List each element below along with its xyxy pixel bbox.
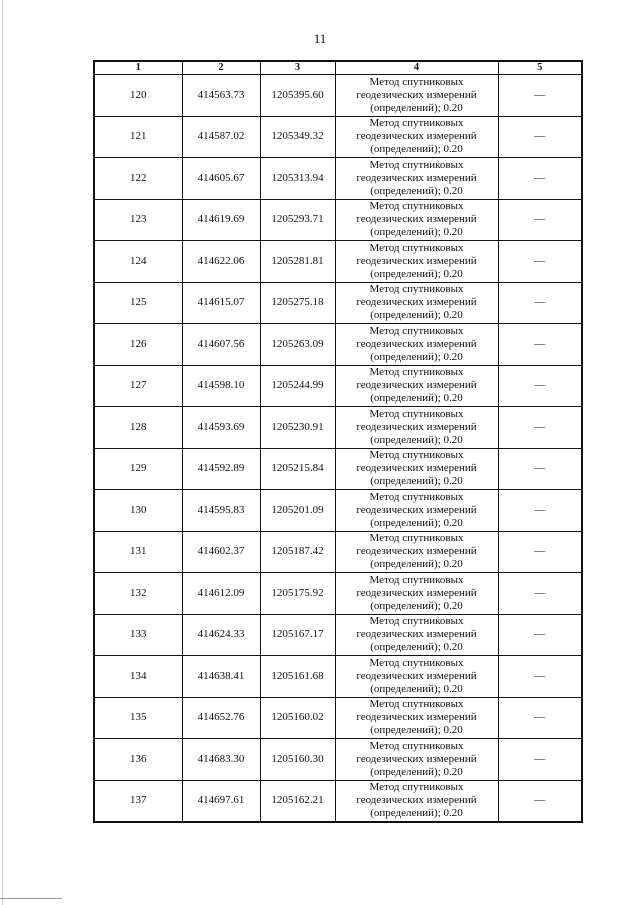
x-coordinate-cell: 414697.61 <box>182 780 260 822</box>
note-cell: — <box>498 324 582 366</box>
note-cell: — <box>498 697 582 739</box>
point-number-cell: 136 <box>94 739 182 781</box>
table-row <box>94 739 582 781</box>
method-cell: Метод спутниковых геодезических измерений (определений); 0.20 <box>335 573 498 615</box>
point-number-cell: 127 <box>94 365 182 407</box>
method-cell: Метод спутниковых геодезических измерений (определений); 0.20 <box>335 282 498 324</box>
point-number-cell: 137 <box>94 780 182 822</box>
column-header-5: 5 <box>498 61 582 75</box>
note-cell: — <box>498 365 582 407</box>
table-row <box>94 75 582 117</box>
x-coordinate-cell: 414563.73 <box>182 75 260 117</box>
point-number-cell: 129 <box>94 448 182 490</box>
note-cell: — <box>498 448 582 490</box>
x-coordinate-cell: 414602.37 <box>182 531 260 573</box>
method-cell: Метод спутниковых геодезических измерений (определений); 0.20 <box>335 697 498 739</box>
x-coordinate-cell: 414619.69 <box>182 199 260 241</box>
table-row <box>94 365 582 407</box>
y-coordinate-cell: 1205160.30 <box>260 739 335 781</box>
x-coordinate-cell: 414615.07 <box>182 282 260 324</box>
point-number-cell: 134 <box>94 656 182 698</box>
note-cell: — <box>498 199 582 241</box>
method-cell: Метод спутниковых геодезических измерений (определений); 0.20 <box>335 365 498 407</box>
y-coordinate-cell: 1205313.94 <box>260 158 335 200</box>
table-row <box>94 614 582 656</box>
point-number-cell: 122 <box>94 158 182 200</box>
x-coordinate-cell: 414598.10 <box>182 365 260 407</box>
point-number-cell: 124 <box>94 241 182 283</box>
scan-left-edge <box>2 0 3 905</box>
point-number-cell: 126 <box>94 324 182 366</box>
table-row <box>94 324 582 366</box>
table-row <box>94 490 582 532</box>
coordinates-table <box>93 60 583 823</box>
y-coordinate-cell: 1205167.17 <box>260 614 335 656</box>
x-coordinate-cell: 414624.33 <box>182 614 260 656</box>
table-row <box>94 531 582 573</box>
table-row <box>94 282 582 324</box>
x-coordinate-cell: 414587.02 <box>182 116 260 158</box>
note-cell: — <box>498 573 582 615</box>
method-cell: Метод спутниковых геодезических измерений (определений); 0.20 <box>335 739 498 781</box>
point-number-cell: 133 <box>94 614 182 656</box>
column-header-2: 2 <box>182 61 260 75</box>
note-cell: — <box>498 531 582 573</box>
column-header-4: 4 <box>335 61 498 75</box>
scan-bottom-mark <box>0 898 62 899</box>
y-coordinate-cell: 1205263.09 <box>260 324 335 366</box>
point-number-cell: 123 <box>94 199 182 241</box>
y-coordinate-cell: 1205162.21 <box>260 780 335 822</box>
y-coordinate-cell: 1205244.99 <box>260 365 335 407</box>
table-row <box>94 780 582 822</box>
table-row <box>94 656 582 698</box>
table-row <box>94 241 582 283</box>
table-header-row <box>94 61 582 75</box>
note-cell: — <box>498 407 582 449</box>
y-coordinate-cell: 1205215.84 <box>260 448 335 490</box>
x-coordinate-cell: 414638.41 <box>182 656 260 698</box>
note-cell: — <box>498 490 582 532</box>
note-cell: — <box>498 241 582 283</box>
method-cell: Метод спутниковых геодезических измерений (определений); 0.20 <box>335 75 498 117</box>
x-coordinate-cell: 414605.67 <box>182 158 260 200</box>
point-number-cell: 132 <box>94 573 182 615</box>
note-cell: — <box>498 614 582 656</box>
x-coordinate-cell: 414595.83 <box>182 490 260 532</box>
point-number-cell: 120 <box>94 75 182 117</box>
table-row <box>94 407 582 449</box>
method-cell: Метод спутниковых геодезических измерений (определений); 0.20 <box>335 531 498 573</box>
note-cell: — <box>498 780 582 822</box>
note-cell: — <box>498 739 582 781</box>
y-coordinate-cell: 1205275.18 <box>260 282 335 324</box>
x-coordinate-cell: 414652.76 <box>182 697 260 739</box>
y-coordinate-cell: 1205201.09 <box>260 490 335 532</box>
method-cell: Метод спутниковых геодезических измерений (определений); 0.20 <box>335 448 498 490</box>
point-number-cell: 128 <box>94 407 182 449</box>
y-coordinate-cell: 1205187.42 <box>260 531 335 573</box>
x-coordinate-cell: 414612.09 <box>182 573 260 615</box>
method-cell: Метод спутниковых геодезических измерений (определений); 0.20 <box>335 199 498 241</box>
method-cell: Метод спутниковых геодезических измерений (определений); 0.20 <box>335 241 498 283</box>
x-coordinate-cell: 414593.69 <box>182 407 260 449</box>
point-number-cell: 130 <box>94 490 182 532</box>
table-row <box>94 573 582 615</box>
y-coordinate-cell: 1205161.68 <box>260 656 335 698</box>
method-cell: Метод спутниковых геодезических измерений (определений); 0.20 <box>335 158 498 200</box>
x-coordinate-cell: 414592.89 <box>182 448 260 490</box>
point-number-cell: 135 <box>94 697 182 739</box>
method-cell: Метод спутниковых геодезических измерений (определений); 0.20 <box>335 407 498 449</box>
note-cell: — <box>498 656 582 698</box>
note-cell: — <box>498 158 582 200</box>
method-cell: Метод спутниковых геодезических измерений (определений); 0.20 <box>335 614 498 656</box>
method-cell: Метод спутниковых геодезических измерений (определений); 0.20 <box>335 116 498 158</box>
table-row <box>94 448 582 490</box>
method-cell: Метод спутниковых геодезических измерений (определений); 0.20 <box>335 490 498 532</box>
note-cell: — <box>498 282 582 324</box>
y-coordinate-cell: 1205395.60 <box>260 75 335 117</box>
note-cell: — <box>498 116 582 158</box>
table-row <box>94 116 582 158</box>
y-coordinate-cell: 1205160.02 <box>260 697 335 739</box>
column-header-3: 3 <box>260 61 335 75</box>
x-coordinate-cell: 414607.56 <box>182 324 260 366</box>
y-coordinate-cell: 1205293.71 <box>260 199 335 241</box>
point-number-cell: 131 <box>94 531 182 573</box>
y-coordinate-cell: 1205349.32 <box>260 116 335 158</box>
table-row <box>94 199 582 241</box>
x-coordinate-cell: 414622.06 <box>182 241 260 283</box>
y-coordinate-cell: 1205175.92 <box>260 573 335 615</box>
y-coordinate-cell: 1205281.81 <box>260 241 335 283</box>
point-number-cell: 121 <box>94 116 182 158</box>
table-body <box>94 75 582 823</box>
note-cell: — <box>498 75 582 117</box>
page-number: 11 <box>313 31 327 46</box>
method-cell: Метод спутниковых геодезических измерений (определений); 0.20 <box>335 656 498 698</box>
x-coordinate-cell: 414683.30 <box>182 739 260 781</box>
column-header-1: 1 <box>94 61 182 75</box>
method-cell: Метод спутниковых геодезических измерений (определений); 0.20 <box>335 324 498 366</box>
method-cell: Метод спутниковых геодезических измерений (определений); 0.20 <box>335 780 498 822</box>
table-row <box>94 697 582 739</box>
table-row <box>94 158 582 200</box>
y-coordinate-cell: 1205230.91 <box>260 407 335 449</box>
point-number-cell: 125 <box>94 282 182 324</box>
